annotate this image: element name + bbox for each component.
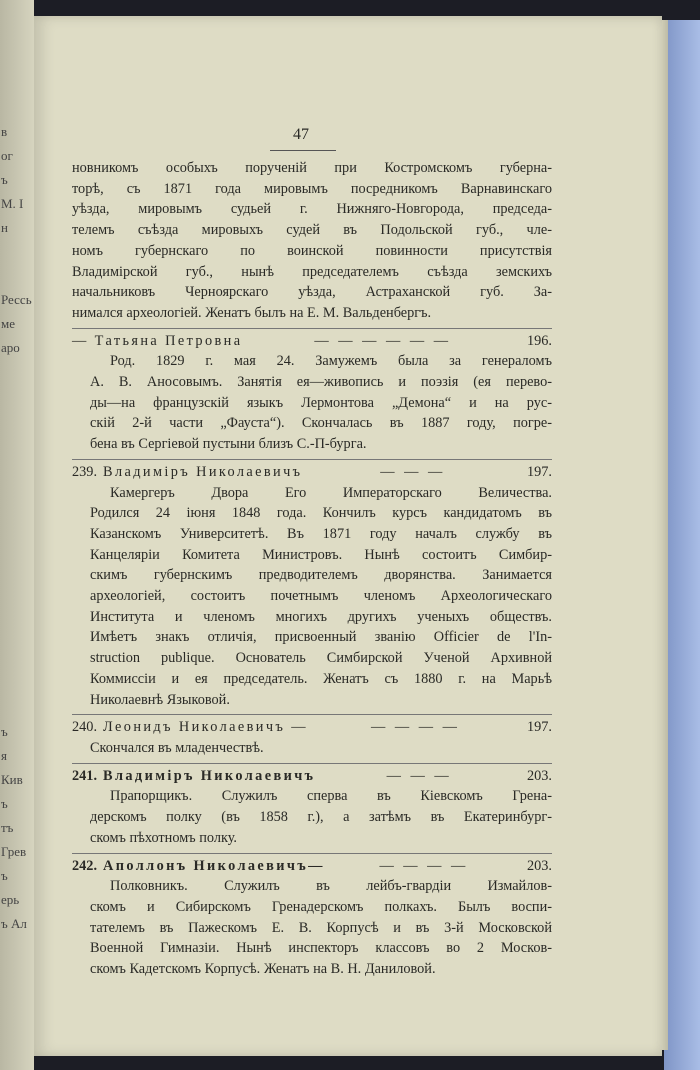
- text-line: Полковникъ. Служилъ въ лейбъ-гвардіи Измайлов-: [110, 878, 552, 895]
- text-line: Института и членомъ многихъ другихъ ученыхъ обществъ.: [90, 608, 552, 625]
- text-line: А. В. Аносовымъ. Занятія ея—живопись и поэзія (ея перево-: [90, 374, 552, 391]
- entry-leader: — — — —: [379, 857, 469, 874]
- left-page-fragment: ъ: [1, 868, 8, 883]
- text-line: Род. 1829 г. мая 24. Замужемъ была за генераломъ: [110, 353, 552, 370]
- page-text: [72, 124, 552, 980]
- text-line: уѣзда, мировымъ судьей г. Нижняго-Новгорода, председа-: [72, 201, 552, 218]
- entry-heading: [72, 459, 552, 483]
- left-page-fragment: М. I: [1, 196, 24, 211]
- text-line: номъ губернскаго по воинской повинности присутствія: [72, 242, 552, 259]
- left-page-fragment: аро: [1, 340, 20, 355]
- text-line: скомъ Кадетскомъ Корпусѣ. Женатъ на В. Н. Даниловой.: [90, 961, 436, 978]
- page-edge: [662, 20, 668, 1050]
- entry-body: [72, 351, 552, 455]
- entry-number: 241.: [72, 767, 98, 784]
- genealogy-entry: [72, 328, 552, 455]
- left-facing-page: [0, 0, 34, 1070]
- text-line: ды—на французскій языкъ Лермонтова „Демона“ и на рус-: [90, 394, 552, 411]
- entry-leader: — — — —: [370, 719, 460, 736]
- entry-reference: 197.: [526, 463, 552, 480]
- entry-number: 239.: [72, 463, 98, 480]
- entry-reference: 196.: [526, 332, 552, 349]
- genealogy-entry: [72, 714, 552, 758]
- left-page-fragment: Кив: [1, 772, 23, 787]
- entry-leader: — — — — — —: [314, 332, 452, 349]
- entry-heading: [72, 853, 552, 877]
- intro-paragraph: [72, 158, 552, 324]
- entry-reference: 203.: [526, 767, 552, 784]
- text-line: тателемъ въ Пажескомъ Е. В. Корпусѣ и въ 3-й Московской: [90, 919, 552, 936]
- entry-leader: — — —: [380, 463, 446, 480]
- entry-reference: 197.: [526, 719, 552, 736]
- text-line: новникомъ особыхъ порученій при Костромскомъ губерна-: [72, 160, 552, 176]
- left-page-fragment: ме: [1, 316, 15, 331]
- text-line: бена въ Сергіевой пустыни близъ С.-П-бурга.: [90, 436, 367, 453]
- text-line: Владимірской губ., нынѣ председателемъ съѣзда земскихъ: [72, 263, 552, 280]
- text-line: Казанскомъ Университетѣ. Въ 1871 году началъ службу въ: [90, 525, 552, 542]
- entry-number: 240.: [72, 719, 98, 736]
- entry-leader: — — —: [386, 767, 452, 784]
- text-line: Скончался въ младенчествѣ.: [90, 739, 264, 756]
- left-page-fragment: Грев: [1, 844, 27, 859]
- blue-cloth-background: [664, 20, 700, 1070]
- entry-reference: 203.: [526, 857, 552, 874]
- entry-name: Леонидъ Николаевичъ —: [103, 719, 308, 736]
- text-line: Военной Гимназіи. Нынѣ инспекторъ классовъ во 2 Москов-: [90, 940, 552, 957]
- entry-name: — Татьяна Петровна: [72, 332, 243, 349]
- book-page: [34, 16, 662, 1056]
- genealogy-entry: [72, 459, 552, 710]
- left-page-fragment: ъ: [1, 796, 8, 811]
- text-line: скомъ пѣхотномъ полку.: [90, 829, 238, 846]
- text-line: struction publique. Основатель Симбирской Ученой Архивной: [90, 650, 552, 667]
- text-line: нимался археологіей. Женатъ былъ на Е. М. Вальденбергъ.: [72, 304, 432, 321]
- genealogy-entries: [72, 328, 552, 980]
- entry-body: [72, 786, 552, 848]
- left-page-fragment: я: [1, 748, 7, 763]
- text-line: скимъ губернскимъ предводителемъ дворянства. Занимается: [90, 567, 552, 584]
- left-page-fragment: тъ: [1, 820, 14, 835]
- left-page-fragment: ог: [1, 148, 13, 163]
- left-page-fragment: Рессь: [1, 292, 32, 307]
- entry-name: Аполлонъ Николаевичъ—: [103, 857, 325, 874]
- text-line: Прапорщикъ. Служилъ сперва въ Кіевскомъ Грена-: [110, 788, 552, 805]
- genealogy-entry: [72, 853, 552, 980]
- text-line: Николаевнѣ Языковой.: [90, 691, 230, 708]
- entry-name: Владиміръ Николаевичъ: [103, 463, 303, 480]
- left-page-fragment: ерь: [1, 892, 20, 907]
- entry-number: 242.: [72, 857, 98, 874]
- genealogy-entry: [72, 763, 552, 849]
- entry-heading: [72, 763, 552, 787]
- left-page-fragment: ъ: [1, 172, 8, 187]
- left-page-fragment: ъ: [1, 724, 8, 739]
- entry-body: [72, 876, 552, 980]
- text-line: начальниковъ Черноярскаго уѣзда, Астраханской губ. За-: [72, 284, 552, 301]
- text-line: дерскомъ полку (въ 1858 г.), а затѣмъ въ Екатеринбург-: [90, 809, 552, 826]
- text-line: скомъ и Сибирскомъ Гренадерскомъ полкахъ. Былъ воспи-: [90, 898, 552, 915]
- text-line: археологіей, состоитъ почетнымъ членомъ Археологическаго: [90, 588, 552, 605]
- entry-name: Владиміръ Николаевичъ: [103, 767, 316, 784]
- text-line: торѣ, съ 1871 года мировымъ посредникомъ Варнавинскаго: [72, 180, 552, 197]
- text-line: Коммиссіи и ея председатель. Женатъ съ 1880 г. на Марьѣ: [90, 670, 552, 687]
- text-line: Канцеляріи Комитета Министровъ. Нынѣ состоитъ Симбир-: [90, 546, 552, 563]
- left-page-fragment: ъ Ал: [1, 916, 27, 931]
- left-page-fragment: в: [1, 124, 8, 139]
- text-line: телемъ съѣзда мировыхъ судей въ Подольской губ., чле-: [72, 222, 552, 239]
- left-page-fragment: н: [1, 220, 8, 235]
- entry-heading: [72, 328, 552, 352]
- entry-heading: [72, 714, 552, 738]
- text-line: Камергеръ Двора Его Императорскаго Величества.: [110, 484, 552, 501]
- text-line: Имѣетъ знакъ отличія, присвоенный званію Officier de l'In-: [90, 629, 552, 646]
- text-line: скій 2-й части „Фауста“). Скончалась въ 1887 году, погре-: [90, 415, 552, 432]
- entry-body: [72, 483, 552, 711]
- entry-body: [72, 738, 552, 759]
- text-line: Родился 24 іюня 1848 года. Кончилъ курсъ кандидатомъ въ: [90, 505, 552, 522]
- page-number: 47: [293, 126, 309, 143]
